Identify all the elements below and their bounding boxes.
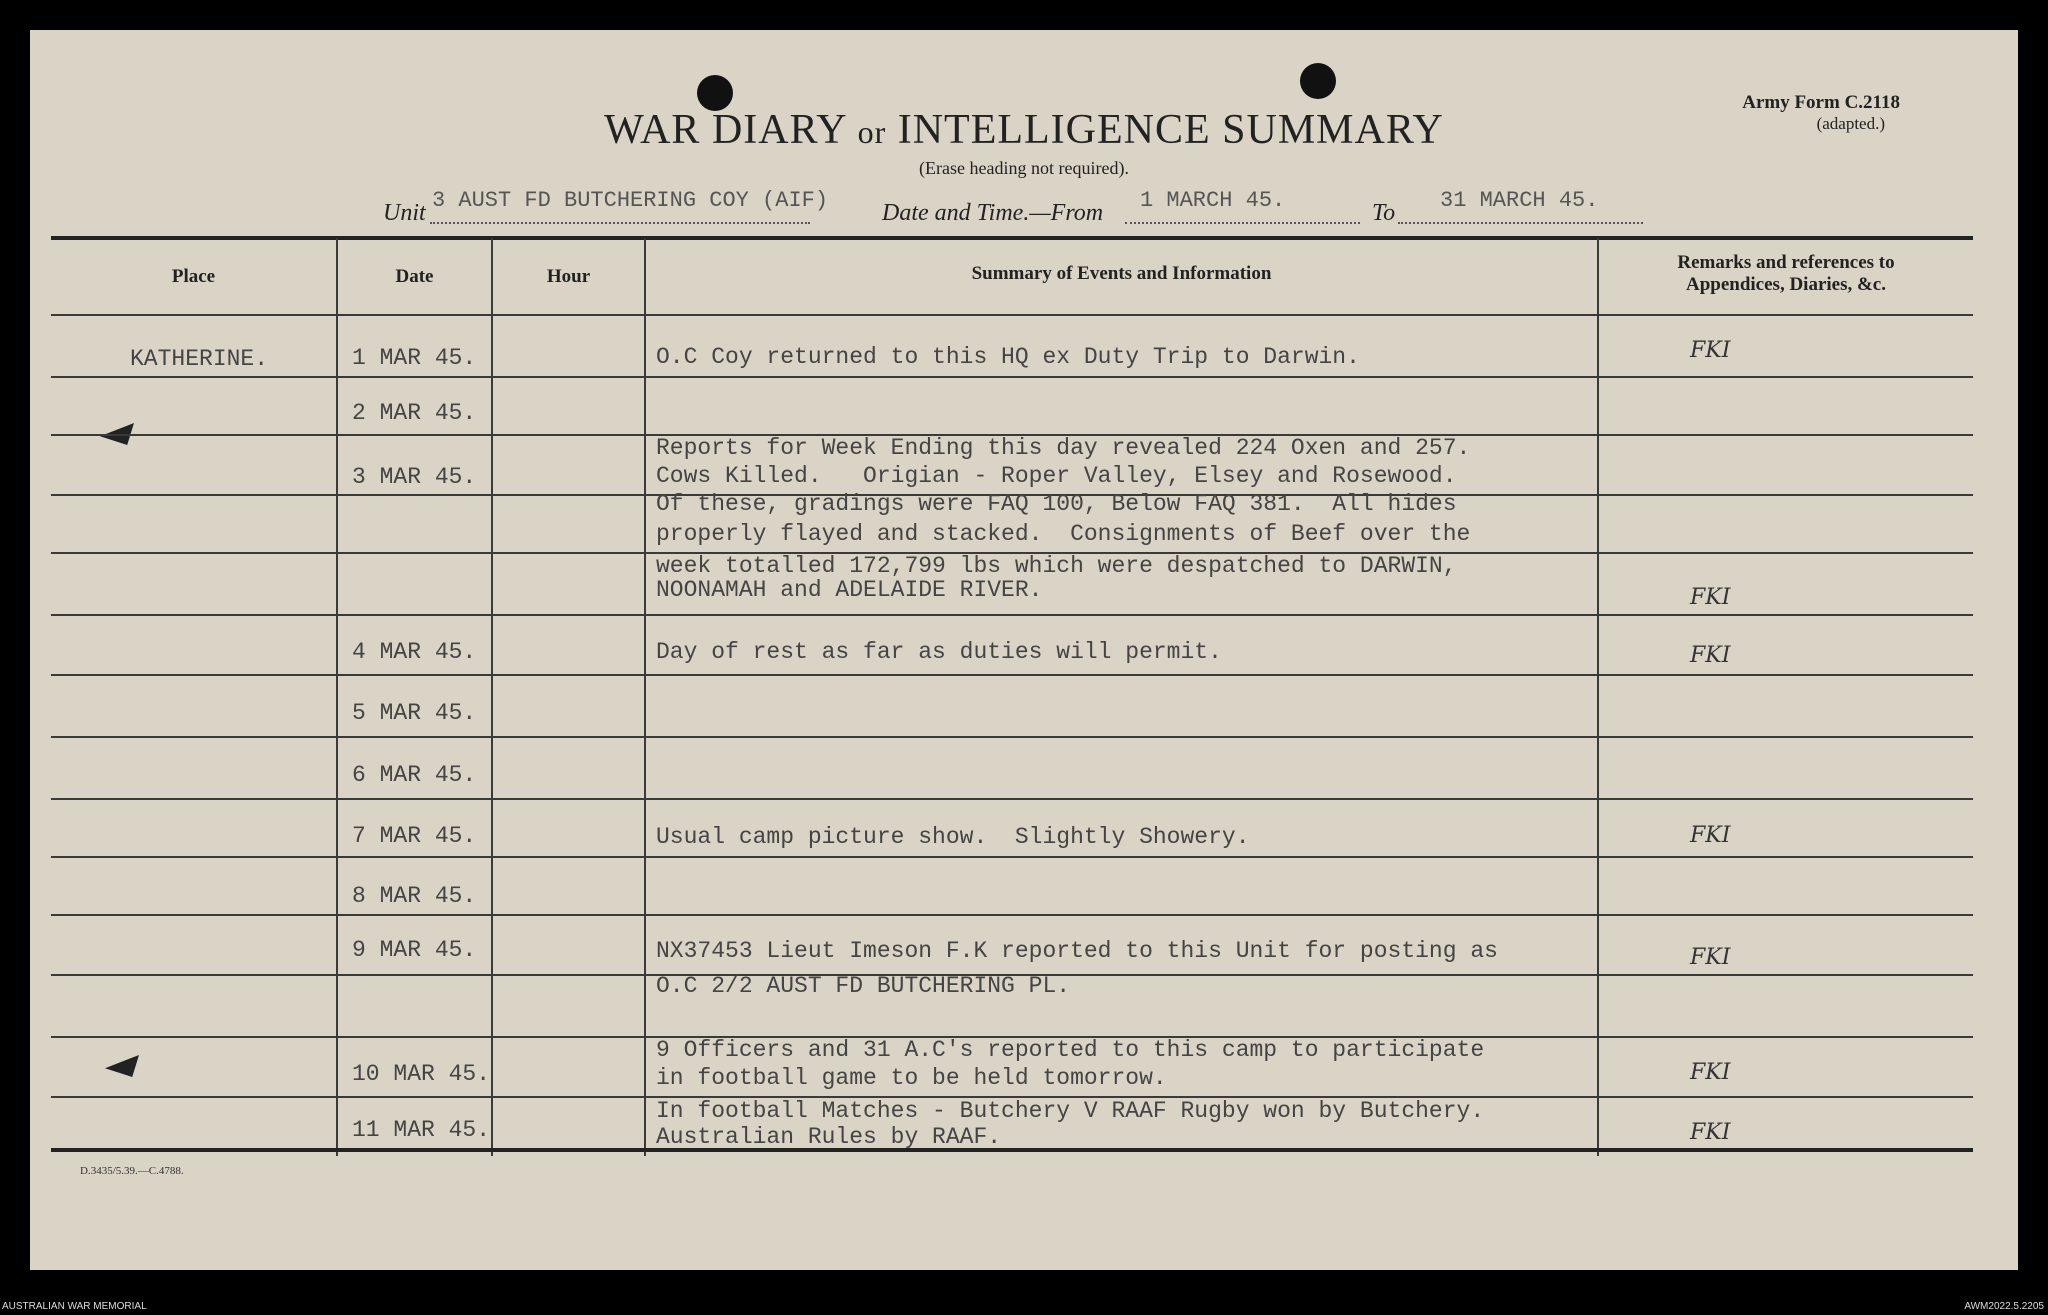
unit-label: Unit bbox=[383, 200, 426, 226]
date-cell: 7 MAR 45. bbox=[352, 823, 477, 849]
title-part-1: WAR DIARY bbox=[604, 107, 847, 153]
summary-line: Of these, gradings were FAQ 100, Below FAQ 381. All hides bbox=[656, 491, 1457, 517]
summary-line: Day of rest as far as duties will permit. bbox=[656, 639, 1222, 665]
header-rule bbox=[51, 314, 1973, 316]
initials: FKI bbox=[1690, 823, 1731, 848]
date-cell: 11 MAR 45. bbox=[352, 1117, 491, 1143]
to-label: To bbox=[1372, 200, 1396, 226]
initials: FKI bbox=[1690, 585, 1731, 610]
date-time-label: Date and Time.—From bbox=[882, 200, 1104, 226]
row-rule bbox=[51, 736, 1973, 738]
row-rule bbox=[51, 914, 1973, 916]
row-rule bbox=[51, 376, 1973, 378]
summary-line: O.C Coy returned to this HQ ex Duty Trip to Darwin. bbox=[656, 344, 1360, 370]
place-cell: KATHERINE. bbox=[130, 346, 269, 372]
date-cell: 3 MAR 45. bbox=[352, 464, 477, 490]
summary-line: O.C 2/2 AUST FD BUTCHERING PL. bbox=[656, 973, 1071, 999]
summary-line: Usual camp picture show. Slightly Showery. bbox=[656, 824, 1250, 850]
form-code: D.3435/5.39.—C.4788. bbox=[80, 1165, 184, 1177]
adapted-label: (adapted.) bbox=[1816, 114, 1885, 133]
summary-line: Australian Rules by RAAF. bbox=[656, 1124, 1002, 1150]
date-cell: 8 MAR 45. bbox=[352, 883, 477, 909]
date-cell: 6 MAR 45. bbox=[352, 762, 477, 788]
unit-dotline bbox=[430, 222, 810, 224]
date-cell: 9 MAR 45. bbox=[352, 937, 477, 963]
punch-hole bbox=[1300, 63, 1336, 99]
col-header-summary: Summary of Events and Information bbox=[971, 263, 1272, 284]
summary-line: In football Matches - Butchery V RAAF Rugby won by Butchery. bbox=[656, 1098, 1485, 1124]
summary-line: Reports for Week Ending this day revealed 224 Oxen and 257. bbox=[656, 435, 1471, 461]
col-header-date: Date bbox=[395, 266, 434, 287]
summary-line: NX37453 Lieut Imeson F.K reported to this Unit for posting as bbox=[656, 938, 1498, 964]
summary-line: in football game to be held tomorrow. bbox=[656, 1065, 1167, 1091]
to-dotline bbox=[1398, 222, 1643, 224]
to-value: 31 MARCH 45. bbox=[1440, 188, 1599, 213]
from-dotline bbox=[1125, 222, 1360, 224]
row-rule bbox=[51, 674, 1973, 676]
army-form-label: Army Form C.2118 bbox=[1742, 92, 1900, 113]
table-top-rule bbox=[51, 236, 1973, 240]
date-cell: 4 MAR 45. bbox=[352, 639, 477, 665]
initials: FKI bbox=[1690, 945, 1731, 970]
credit-left: AUSTRALIAN WAR MEMORIAL bbox=[2, 1301, 147, 1312]
date-cell: 5 MAR 45. bbox=[352, 700, 477, 726]
erase-note: (Erase heading not required). bbox=[919, 158, 1129, 178]
paper-tear bbox=[105, 1055, 139, 1077]
col-header-remarks-2: Appendices, Diaries, &c. bbox=[1685, 274, 1886, 295]
summary-line: 9 Officers and 31 A.C's reported to this camp to participate bbox=[656, 1037, 1485, 1063]
date-cell: 10 MAR 45. bbox=[352, 1061, 491, 1087]
title-part-2: INTELLIGENCE SUMMARY bbox=[897, 107, 1444, 153]
title-or: or bbox=[857, 114, 887, 150]
row-rule bbox=[51, 614, 1973, 616]
table-bottom-rule bbox=[51, 1148, 1973, 1152]
initials: FKI bbox=[1690, 338, 1731, 363]
initials: FKI bbox=[1690, 643, 1731, 668]
summary-line: week totalled 172,799 lbs which were despatched to DARWIN, bbox=[656, 553, 1457, 579]
from-value: 1 MARCH 45. bbox=[1140, 188, 1286, 213]
col-header-place: Place bbox=[171, 266, 216, 287]
col-header-remarks-1: Remarks and references to bbox=[1677, 252, 1895, 273]
date-cell: 1 MAR 45. bbox=[352, 345, 477, 371]
col-header-hour: Hour bbox=[546, 266, 591, 287]
summary-line: properly flayed and stacked. Consignments of Beef over the bbox=[656, 521, 1471, 547]
summary-line: Cows Killed. Origian - Roper Valley, Elsey and Rosewood. bbox=[656, 463, 1457, 489]
row-rule bbox=[51, 798, 1973, 800]
unit-value: 3 AUST FD BUTCHERING COY (AIF) bbox=[432, 188, 829, 213]
row-rule bbox=[51, 856, 1973, 858]
summary-line: NOONAMAH and ADELAIDE RIVER. bbox=[656, 577, 1043, 603]
credit-right: AWM2022.5.2205 bbox=[1964, 1301, 2044, 1312]
initials: FKI bbox=[1690, 1060, 1731, 1085]
date-cell: 2 MAR 45. bbox=[352, 400, 477, 426]
initials: FKI bbox=[1690, 1120, 1731, 1145]
